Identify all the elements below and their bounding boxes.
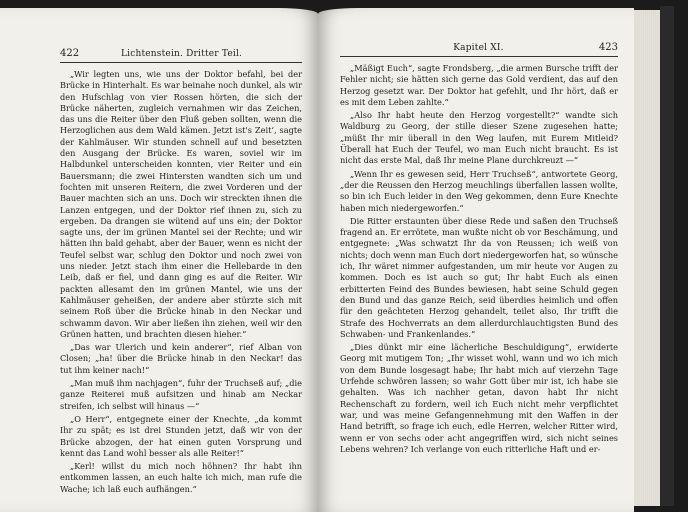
paragraph: Die Ritter erstaunten über diese Rede und saßen den Truchseß fragend an. Er errötete, man wußte nicht ob vor Beschämung, und entgegnete: „Was schwatzt Ihr da von Reussen; ich weiß von nichts; doch wenn man Euch dort niedergeworfen hat, so wünsche ich, Ihr wäret nimmer aufgestanden, um mir heute vor Augen zu kommen. Doch es ist auch so gut; Ihr habt Euch als einen erbitterten Feind des Bundes bewiesen, habt seine Schuld gegen den Bund und das ganze Reich, seid überdies heimlich und offen für den geächteten Herzog gehandelt, teilet also, Ihr trifft die Strafe des Hochverrats an dem allerdurchlauchtigsten Bund des Schwaben- und Frankenlandes.“ (340, 215, 618, 339)
paragraph: „Man muß ihm nachjagen“, fuhr der Truchseß auf; „die ganze Reiterei muß aufsitzen und hinab am Neckar streifen, ich selbst will hinaus —“ (60, 378, 302, 411)
paragraph: „Also Ihr habt heute den Herzog vorgestellt?“ wandte sich Waldburg zu Georg, der stille dieser Szene zugesehen hatte; „müßt Ihr mir überall in den Weg laufen, mit Eurem Mitleid? Überall hat Euch der Teufel, wo man Euch nicht braucht. Es ist nicht das erste Mal, daß Ihr meine Plane durchkreuzt —“ (340, 110, 618, 166)
paragraph: „Dies dünkt mir eine lächerliche Beschuldigung“, erwiderte Georg mit mutigem Ton; „Ihr wisset wohl, wann und wo ich mich von dem Bunde losgesagt habe; Ihr habt mich auf vierzehn Tage Urfehde schwören lassen; so wahr Gott über mir ist, ich habe sie gehalten. Was ich nachher getan, davon habt Ihr nicht Rechenschaft zu fordern, weil ich Euch nicht mehr verpflichtet war, und was meine Gefangennehmung mit den Waffen in der Hand betrifft, so frage ich euch, edle Herren, welcher Ritter wird, wenn er von sechs oder acht angegriffen wird, sich nicht seines Lebens wehren? Ich verlange von euch ritterliche Haft und er- (340, 342, 618, 454)
left-body-text (60, 69, 302, 495)
running-head-right (340, 42, 618, 57)
page-number: 423 (598, 42, 618, 53)
page-edges (634, 10, 660, 506)
page-number: 422 (60, 48, 80, 59)
running-head-left (60, 48, 302, 63)
running-title: Lichtenstein. Dritter Teil. (120, 49, 243, 59)
right-body-text (340, 63, 618, 455)
paragraph: „Wenn Ihr es gewesen seid, Herr Truchseß“, antwortete Georg, „der die Reussen den Herzog meuchlings überfallen lassen wollte, so bin ich Euch leider in den Weg gekommen, denn Eure Knechte haben mich niedergeworfen.“ (340, 168, 618, 213)
paragraph: „Kerl! willst du mich noch höhnen? Ihr habt ihn entkommen lassen, an euch halte ich mich, man rufe die Wache; ich laß euch aufhängen.“ (60, 461, 302, 494)
left-page (0, 8, 318, 512)
paragraph: „Wir legten uns, wie uns der Doktor befahl, bei der Brücke in Hinterhalt. Es war beinahe noch dunkel, als wir den Hufschlag von vier Rossen hörten, die sich der Brücke näherten, zugleich vernahmen wir das Zeichen, das uns die Reiter über den Fluß geben sollten, wenn die Herzoglichen aus dem Wald kämen. Jetzt ist's Zeit‘, sagte der Kahlmäuser. Wir stunden schnell auf und besetzten den Ausgang der Brücke. Es waren, soviel wir im Halbdunkel unterscheiden konnten, vier Reiter und ein Bauersmann; die zwei Hintersten wandten sich um und fochten mit unseren Reitern, die zwei Vorderen und der Bauer machten sich an uns. Doch wir streckten ihnen die Lanzen entgegen, und der Doktor rief ihnen zu, sich zu ergeben. Da drangen sie wütend auf uns ein; der Doktor sagte uns, der im grünen Mantel sei der Rechte; und wir hätten ihn bald gehabt, aber der Bauer, wenn es nicht der Teufel selbst war, schlug den Doktor und noch zwei von uns nieder. Jetzt stach ihm einer die Hellebarde in den Leib, daß er fiel, und dann ging es auf die Reiter. Wir packten allesamt den im grünen Mantel, wie uns der Kahlmäuser geheißen, der andere aber stürzte sich mit seinem Roß über die Brücke hinab in den Neckar und schwamm davon. Wir aber ließen ihn ziehen, weil wir den Grünen hatten, und brachten diesen hieher.“ (60, 69, 302, 339)
paragraph: „Das war Ulerich und kein anderer“, rief Alban von Closen; „ha! über die Brücke hinab in den Neckar! das tut ihm keiner nach!“ (60, 342, 302, 375)
paragraph: „O Herr“, entgegnete einer der Knechte, „da kommt Ihr zu spät; es ist drei Stunden jetzt, daß wir von der Brücke abzogen, der hat einen guten Vorsprung und kennt das Land wohl besser als alle Reiter!“ (60, 413, 302, 458)
paragraph: „Mäßigt Euch“, sagte Frondsberg, „die armen Bursche trifft der Fehler nicht; sie hätten sich gerne das Gold verdient, das auf den Herzog gesetzt war. Der Doktor hat gefehlt, und Ihr hört, daß er es mit dem Leben zahlte.“ (340, 63, 618, 107)
running-title: Kapitel XI. (453, 43, 504, 53)
book-cover-edge (660, 6, 674, 506)
right-page (318, 8, 634, 512)
